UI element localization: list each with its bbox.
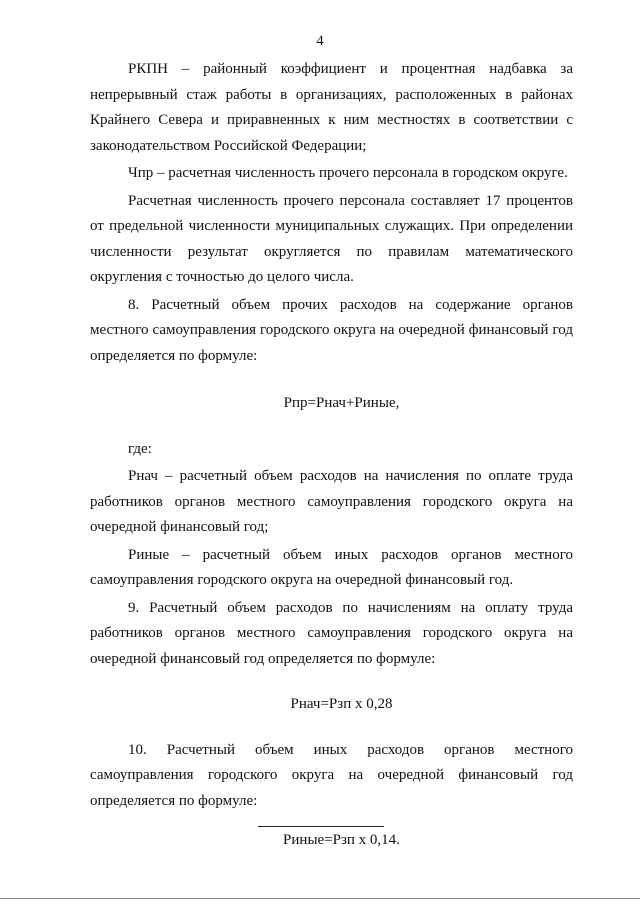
paragraph-item-10: 10. Расчетный объем иных расходов органов местного самоуправления городского округа на очередной финансовый год определяется по формуле: bbox=[90, 741, 573, 809]
paragraph-headcount-rule: Расчетная численность прочего персонала составляет 17 процентов от предельной численности муниципальных служащих. При определении численности результат округляется по правилам математического округления с точностью до целого числа. bbox=[90, 192, 573, 285]
paragraph-where: где: bbox=[128, 440, 152, 457]
paragraph-rkpn-definition: РКПН – районный коэффициент и процентная надбавка за непрерывный стаж работы в организациях, расположенных в районах Крайнего Севера и приравненных к ним местностях в соответствии с законодательством Российской Федерации; bbox=[90, 61, 573, 154]
paragraph-rnach-definition: Рнач – расчетный объем расходов на начисления по оплате труда работников органов местного самоуправления городского округа на очередной финансовый год; bbox=[90, 468, 573, 535]
formula-rnach: Рнач=Рзп х 0,28 bbox=[290, 696, 393, 712]
formula-rinye: Риные=Рзп х 0,14. bbox=[283, 832, 400, 848]
document-body bbox=[90, 57, 573, 854]
formula-rpr: Рпр=Рнач+Риные, bbox=[283, 395, 400, 411]
paragraph-item-9: 9. Расчетный объем расходов по начислениям на оплату труда работников органов местного самоуправления городского округа на очередной финансовый год определяется по формуле: bbox=[90, 599, 573, 667]
scan-bottom-edge bbox=[0, 898, 640, 899]
paragraph-item-8: 8. Расчетный объем прочих расходов на содержание органов местного самоуправления городского округа на очередной финансовый год определяется по формуле: bbox=[90, 296, 573, 364]
paragraph-rinye-definition: Риные – расчетный объем иных расходов органов местного самоуправления городского округа на очередной финансовый год. bbox=[90, 546, 573, 588]
end-divider-line bbox=[258, 826, 384, 827]
paragraph-chpr-definition: Чпр – расчетная численность прочего персонала в городском округе. bbox=[128, 165, 568, 181]
page-number: 4 bbox=[316, 33, 324, 49]
